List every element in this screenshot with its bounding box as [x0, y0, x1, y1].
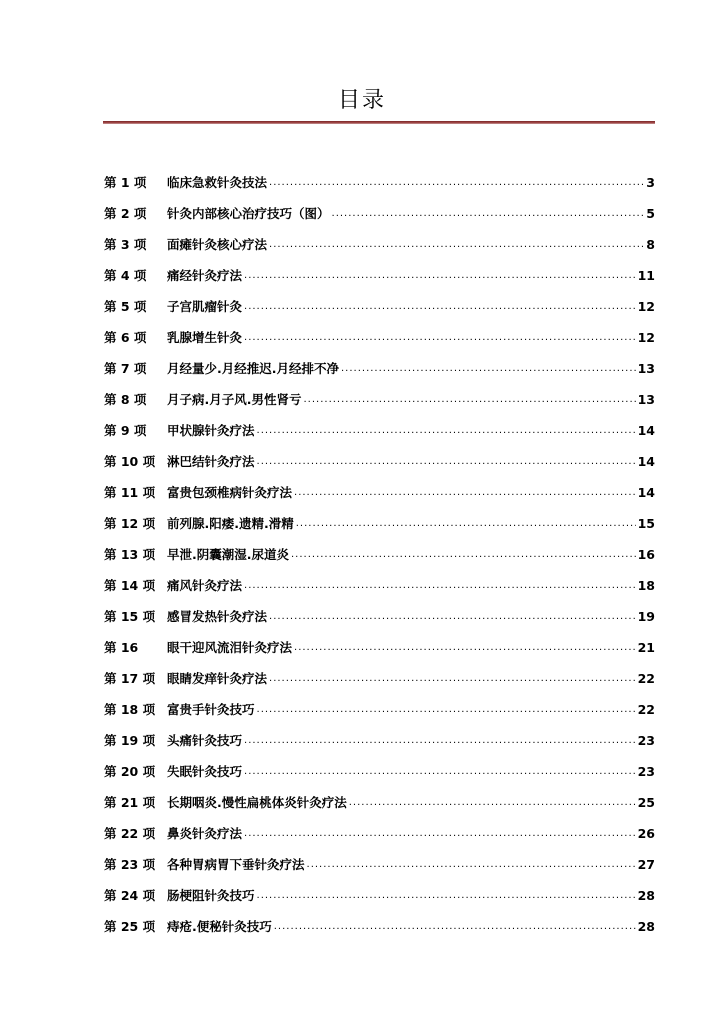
toc-dot-leader [257, 455, 636, 469]
toc-entry-page-number[interactable]: 23 [637, 764, 655, 779]
toc-entry-number: 第 9 项 [104, 423, 147, 438]
toc-entry-number: 第 5 项 [104, 299, 147, 314]
toc-entry[interactable] [104, 377, 655, 408]
toc-entry-number: 第 1 项 [104, 175, 147, 190]
toc-entry[interactable] [104, 842, 655, 873]
toc-entry-page-number[interactable]: 5 [646, 206, 655, 221]
toc-entry[interactable] [104, 470, 655, 501]
toc-entry[interactable] [104, 625, 655, 656]
toc-dot-leader [296, 517, 636, 531]
toc-entry[interactable] [104, 439, 655, 470]
toc-entry[interactable] [104, 718, 655, 749]
toc-entry-title[interactable]: 感冒发热针灸疗法 [167, 609, 268, 624]
toc-entry-page-number[interactable]: 22 [637, 702, 655, 717]
toc-entry-number: 第 20 项 [104, 764, 156, 779]
toc-entry-title[interactable]: 长期咽炎.慢性扁桃体炎针灸疗法 [167, 795, 347, 810]
toc-entry-number: 第 22 项 [104, 826, 156, 841]
toc-entry-page-number[interactable]: 26 [637, 826, 655, 841]
toc-entry[interactable] [104, 191, 655, 222]
toc-dot-leader [269, 238, 644, 252]
toc-entry-number: 第 11 项 [104, 485, 156, 500]
toc-dot-leader [269, 176, 644, 190]
toc-entry-page-number[interactable]: 28 [637, 919, 655, 934]
toc-entry[interactable] [104, 346, 655, 377]
toc-entry-title[interactable]: 富贵手针灸技巧 [167, 702, 255, 717]
toc-entry-number: 第 6 项 [104, 330, 147, 345]
toc-entry-page-number[interactable]: 18 [637, 578, 655, 593]
toc-entry-page-number[interactable]: 21 [637, 640, 655, 655]
toc-entry-number: 第 8 项 [104, 392, 147, 407]
toc-entry[interactable] [104, 594, 655, 625]
toc-dot-leader [244, 269, 636, 283]
toc-dot-leader [244, 734, 636, 748]
toc-dot-leader [257, 889, 636, 903]
toc-entry[interactable] [104, 563, 655, 594]
toc-entry-number: 第 23 项 [104, 857, 156, 872]
toc-entry-page-number[interactable]: 14 [637, 454, 655, 469]
toc-dot-leader [294, 641, 636, 655]
toc-entry-page-number[interactable]: 16 [637, 547, 655, 562]
toc-dot-leader [304, 393, 636, 407]
toc-entry[interactable] [104, 160, 655, 191]
toc-entry[interactable] [104, 873, 655, 904]
toc-dot-leader [257, 424, 636, 438]
toc-dot-leader [269, 672, 636, 686]
toc-entry-page-number[interactable]: 19 [637, 609, 655, 624]
toc-entry-page-number[interactable]: 27 [637, 857, 655, 872]
toc-entry-title[interactable]: 临床急救针灸技法 [167, 175, 268, 190]
toc-entry[interactable] [104, 532, 655, 563]
toc-entry[interactable] [104, 315, 655, 346]
toc-entry-title[interactable]: 面瘫针灸核心疗法 [167, 237, 268, 252]
toc-entry-number: 第 16 [104, 640, 139, 655]
toc-entry-page-number[interactable]: 14 [637, 423, 655, 438]
toc-entry-title[interactable]: 眼干迎风流泪针灸疗法 [167, 640, 293, 655]
toc-entry-title[interactable]: 痛经针灸疗法 [167, 268, 243, 283]
toc-entry-title[interactable]: 各种胃病胃下垂针灸疗法 [167, 857, 305, 872]
toc-dot-leader [274, 920, 636, 934]
toc-entry-number: 第 14 项 [104, 578, 156, 593]
toc-entry-title[interactable]: 头痛针灸技巧 [167, 733, 243, 748]
toc-entry-number: 第 12 项 [104, 516, 156, 531]
toc-entry-title[interactable]: 失眠针灸技巧 [167, 764, 243, 779]
toc-entry-page-number[interactable]: 14 [637, 485, 655, 500]
toc-entry-title[interactable]: 鼻炎针灸疗法 [167, 826, 243, 841]
toc-entry-number: 第 2 项 [104, 206, 147, 221]
toc-entry-number: 第 17 项 [104, 671, 156, 686]
table-of-contents [104, 160, 655, 935]
toc-dot-leader [341, 362, 636, 376]
toc-dot-leader [269, 610, 636, 624]
toc-entry-number: 第 7 项 [104, 361, 147, 376]
toc-entry-number: 第 21 项 [104, 795, 156, 810]
toc-entry-title[interactable]: 子宫肌瘤针灸 [167, 299, 243, 314]
toc-dot-leader [257, 703, 636, 717]
toc-entry[interactable] [104, 904, 655, 935]
toc-entry-number: 第 10 项 [104, 454, 156, 469]
toc-entry-number: 第 25 项 [104, 919, 156, 934]
toc-entry-number: 第 15 项 [104, 609, 156, 624]
toc-entry[interactable] [104, 284, 655, 315]
toc-entry-number: 第 19 项 [104, 733, 156, 748]
toc-dot-leader [244, 765, 636, 779]
toc-entry[interactable] [104, 811, 655, 842]
toc-dot-leader [244, 331, 636, 345]
toc-entry-title[interactable]: 淋巴结针灸疗法 [167, 454, 255, 469]
toc-dot-leader [349, 796, 636, 810]
title-divider [103, 121, 655, 124]
toc-entry-title[interactable]: 肠梗阻针灸技巧 [167, 888, 255, 903]
toc-entry-page-number[interactable]: 12 [637, 330, 655, 345]
toc-dot-leader [291, 548, 636, 562]
toc-dot-leader [244, 300, 636, 314]
toc-entry[interactable] [104, 222, 655, 253]
toc-entry[interactable] [104, 253, 655, 284]
toc-dot-leader [332, 207, 645, 221]
toc-entry-title[interactable]: 乳腺增生针灸 [167, 330, 243, 345]
toc-entry-title[interactable]: 眼睛发痒针灸疗法 [167, 671, 268, 686]
toc-entry-number: 第 13 项 [104, 547, 156, 562]
toc-entry-number: 第 24 项 [104, 888, 156, 903]
toc-entry-number: 第 18 项 [104, 702, 156, 717]
toc-entry-title[interactable]: 痔疮.便秘针灸技巧 [167, 919, 272, 934]
toc-entry-title[interactable]: 月经量少.月经推迟.月经排不净 [167, 361, 339, 376]
toc-entry-title[interactable]: 前列腺.阳痿.遗精.滑精 [167, 516, 294, 531]
toc-entry-number: 第 4 项 [104, 268, 147, 283]
toc-entry-page-number[interactable]: 23 [637, 733, 655, 748]
toc-entry-page-number[interactable]: 13 [637, 361, 655, 376]
toc-entry-page-number[interactable]: 11 [637, 268, 655, 283]
toc-entry-page-number[interactable]: 3 [646, 175, 655, 190]
toc-entry-title[interactable]: 富贵包颈椎病针灸疗法 [167, 485, 293, 500]
toc-entry-title[interactable]: 早泄.阴囊潮湿.尿道炎 [167, 547, 289, 562]
page-title: 目录 [337, 88, 386, 113]
toc-dot-leader [244, 827, 636, 841]
toc-entry-page-number[interactable]: 12 [637, 299, 655, 314]
toc-entry-page-number[interactable]: 13 [637, 392, 655, 407]
toc-entry-number: 第 3 项 [104, 237, 147, 252]
toc-dot-leader [307, 858, 636, 872]
toc-entry[interactable] [104, 656, 655, 687]
toc-entry-page-number[interactable]: 22 [637, 671, 655, 686]
toc-dot-leader [244, 579, 636, 593]
toc-entry-title[interactable]: 甲状腺针灸疗法 [167, 423, 255, 438]
toc-entry-page-number[interactable]: 25 [637, 795, 655, 810]
toc-entry-title[interactable]: 痛风针灸疗法 [167, 578, 243, 593]
toc-entry-page-number[interactable]: 8 [646, 237, 655, 252]
toc-dot-leader [294, 486, 636, 500]
toc-entry[interactable] [104, 780, 655, 811]
toc-entry-title[interactable]: 针灸内部核心治疗技巧（图） [167, 206, 330, 221]
toc-entry-title[interactable]: 月子病.月子风.男性肾亏 [167, 392, 302, 407]
toc-entry[interactable] [104, 501, 655, 532]
toc-entry[interactable] [104, 749, 655, 780]
toc-entry[interactable] [104, 687, 655, 718]
toc-entry[interactable] [104, 408, 655, 439]
toc-entry-page-number[interactable]: 15 [637, 516, 655, 531]
toc-entry-page-number[interactable]: 28 [637, 888, 655, 903]
